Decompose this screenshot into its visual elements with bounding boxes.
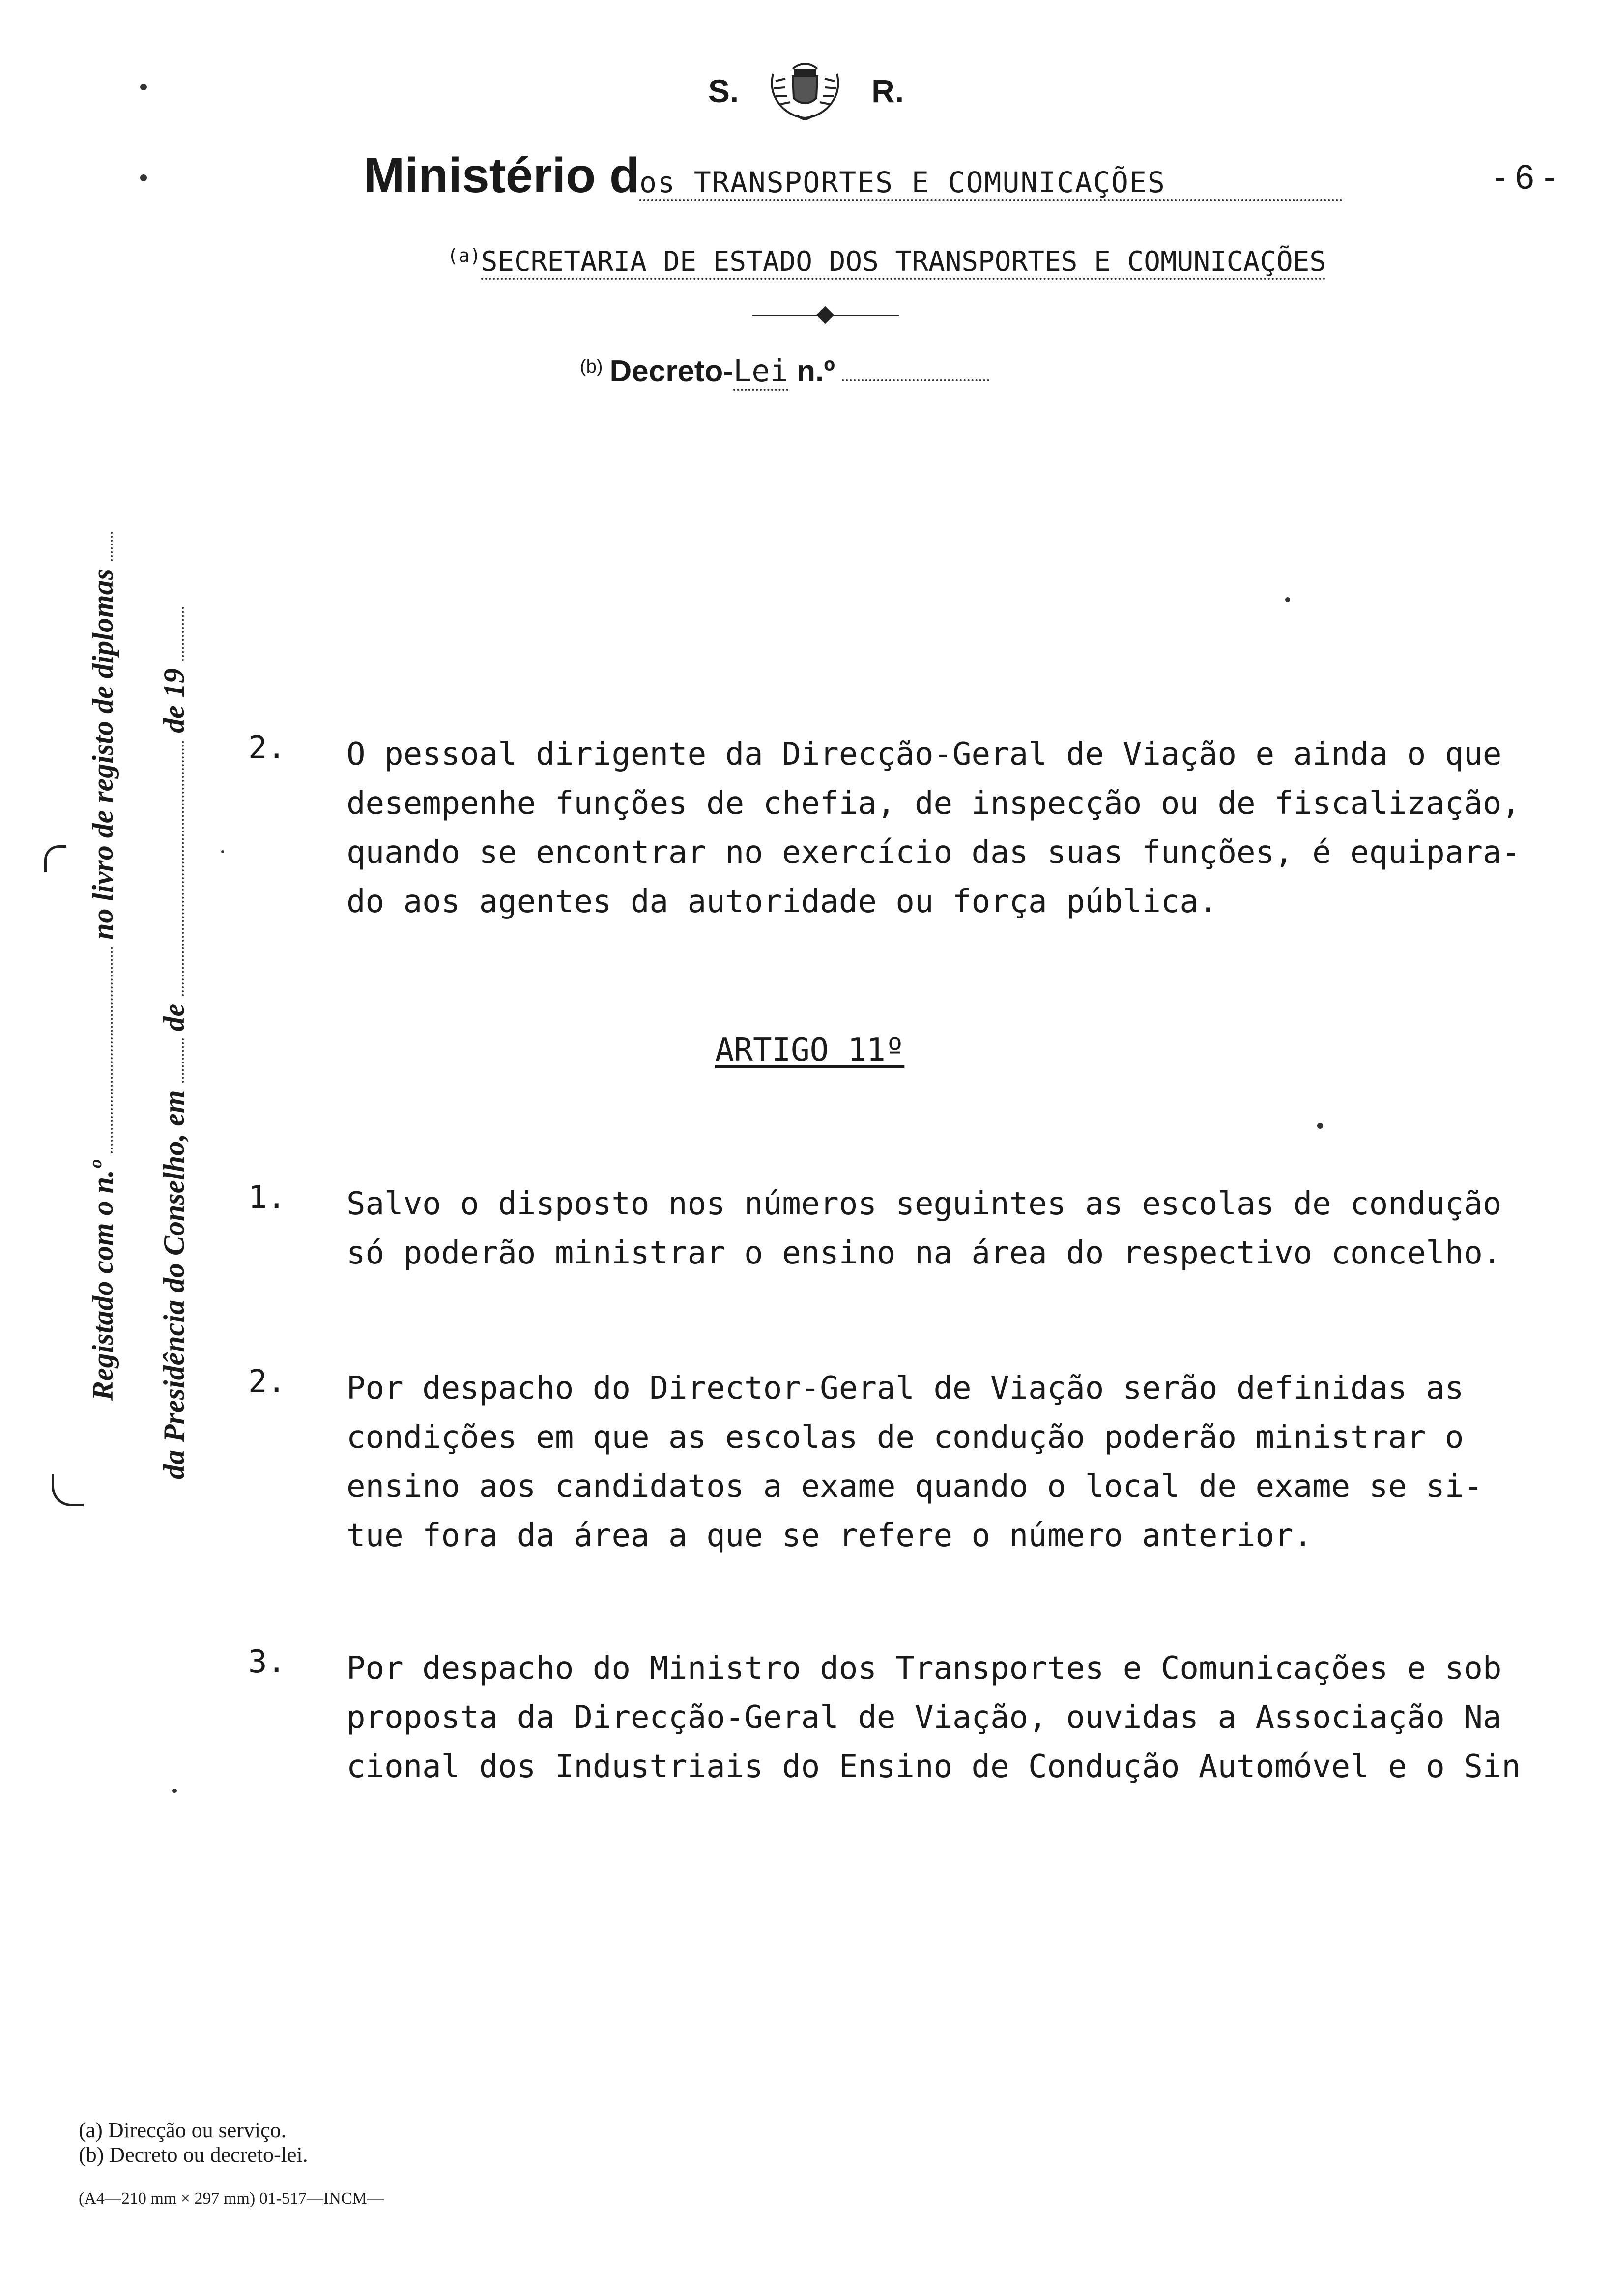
scan-speck [140,84,147,90]
margin-registration-line-1 [86,532,120,1401]
margin-bracket-top [44,845,66,872]
margin-year-field [182,607,184,661]
margin-month-field [182,741,184,996]
crest-left-letter: S. [708,73,739,109]
margin-day-field [182,1038,184,1083]
paragraph-line: cional dos Industriais do Ensino de Condução Automóvel e o Sin [346,1749,1521,1785]
article-item-3-text [346,1644,1521,1791]
article-item-2-number: 2. [248,1364,287,1400]
scan-speck [221,850,224,853]
paragraph-2-number: 2. [248,730,287,766]
article-item-1-text [346,1179,1501,1278]
scan-speck [1285,597,1290,602]
article-item-3-number: 3. [248,1644,287,1680]
paragraph-line: Por despacho do Director-Geral de Viação serão definidas as [346,1370,1464,1406]
article-item-1-number: 1. [248,1179,287,1216]
article-heading: ARTIGO 11º [715,1032,905,1068]
coat-of-arms-icon [763,59,847,123]
margin-livro-dots [111,532,113,561]
secretaria-footnote-marker: (a) [447,245,481,266]
paragraph-line: O pessoal dirigente da Direcção-Geral de Viação e ainda o que [346,736,1502,773]
paragraph-line: desempenhe funções de chefia, de inspecção ou de fiscalização, [346,785,1521,822]
paragraph-2-text [346,730,1521,926]
paragraph-line: proposta da Direcção-Geral de Viação, ouvidas a Associação Na [346,1699,1502,1736]
ministry-name-field: os TRANSPORTES E COMUNICAÇÕES [639,166,1343,201]
decreto-lei-field: Lei [733,353,788,391]
decreto-footnote-marker: (b) [580,356,603,377]
paragraph-line: do aos agentes da autoridade ou força pública. [346,884,1218,920]
margin-number-field [111,947,113,1153]
paragraph-line: Salvo o disposto nos números seguintes as escolas de condução [346,1186,1502,1222]
ministry-title [364,147,1343,204]
margin-year-label: de 19 [158,668,190,733]
paragraph-line: só poderão ministrar o ensino na área do respectivo concelho. [346,1235,1502,1271]
secretaria-line [447,245,1326,278]
footnote-a: (a) Direcção ou serviço. [79,2118,287,2142]
ministry-prefix: Ministério d [364,148,640,203]
crest-header [0,59,1612,123]
crest-right-letter: R. [871,73,904,109]
margin-registration-line-2 [157,607,191,1479]
scan-speck [1317,1123,1323,1129]
paragraph-line: tue fora da área a que se refere o número anterior. [346,1518,1313,1554]
printer-reference: (A4—210 mm × 297 mm) 01-517—INCM— [79,2189,384,2208]
paragraph-line: condições em que as escolas de condução poderão ministrar o [346,1419,1464,1456]
scan-speck [172,1789,177,1793]
scan-speck [140,174,147,181]
footnote-b: (b) Decreto ou decreto-lei. [79,2143,308,2167]
paragraph-line: ensino aos candidatos a exame quando o local de exame se si- [346,1468,1483,1505]
decreto-label: Decreto- [609,354,733,388]
article-item-2-text [346,1364,1483,1560]
decreto-line [580,353,989,389]
paragraph-line: Por despacho do Ministro dos Transportes e Comunicações e sob [346,1650,1502,1687]
decreto-number-label: n.º [788,354,835,388]
decreto-number-field [842,360,989,381]
margin-livro-label: no livro de registo de diplomas [86,569,119,940]
paragraph-line: quando se encontrar no exercício das suas funções, é equipara- [346,834,1521,871]
divider-diamond-icon [816,306,835,324]
footnotes [79,2118,308,2167]
margin-presidencia-label: da Presidência do Conselho, em [158,1090,190,1479]
margin-bracket-bottom [52,1474,84,1506]
margin-registado-label: Registado com o n.º [86,1161,119,1401]
margin-de-label: de [158,1003,190,1032]
secretaria-name-field: SECRETARIA DE ESTADO DOS TRANSPORTES E COMUNICAÇÕES [481,246,1326,280]
page-number: - 6 - [1494,158,1555,196]
